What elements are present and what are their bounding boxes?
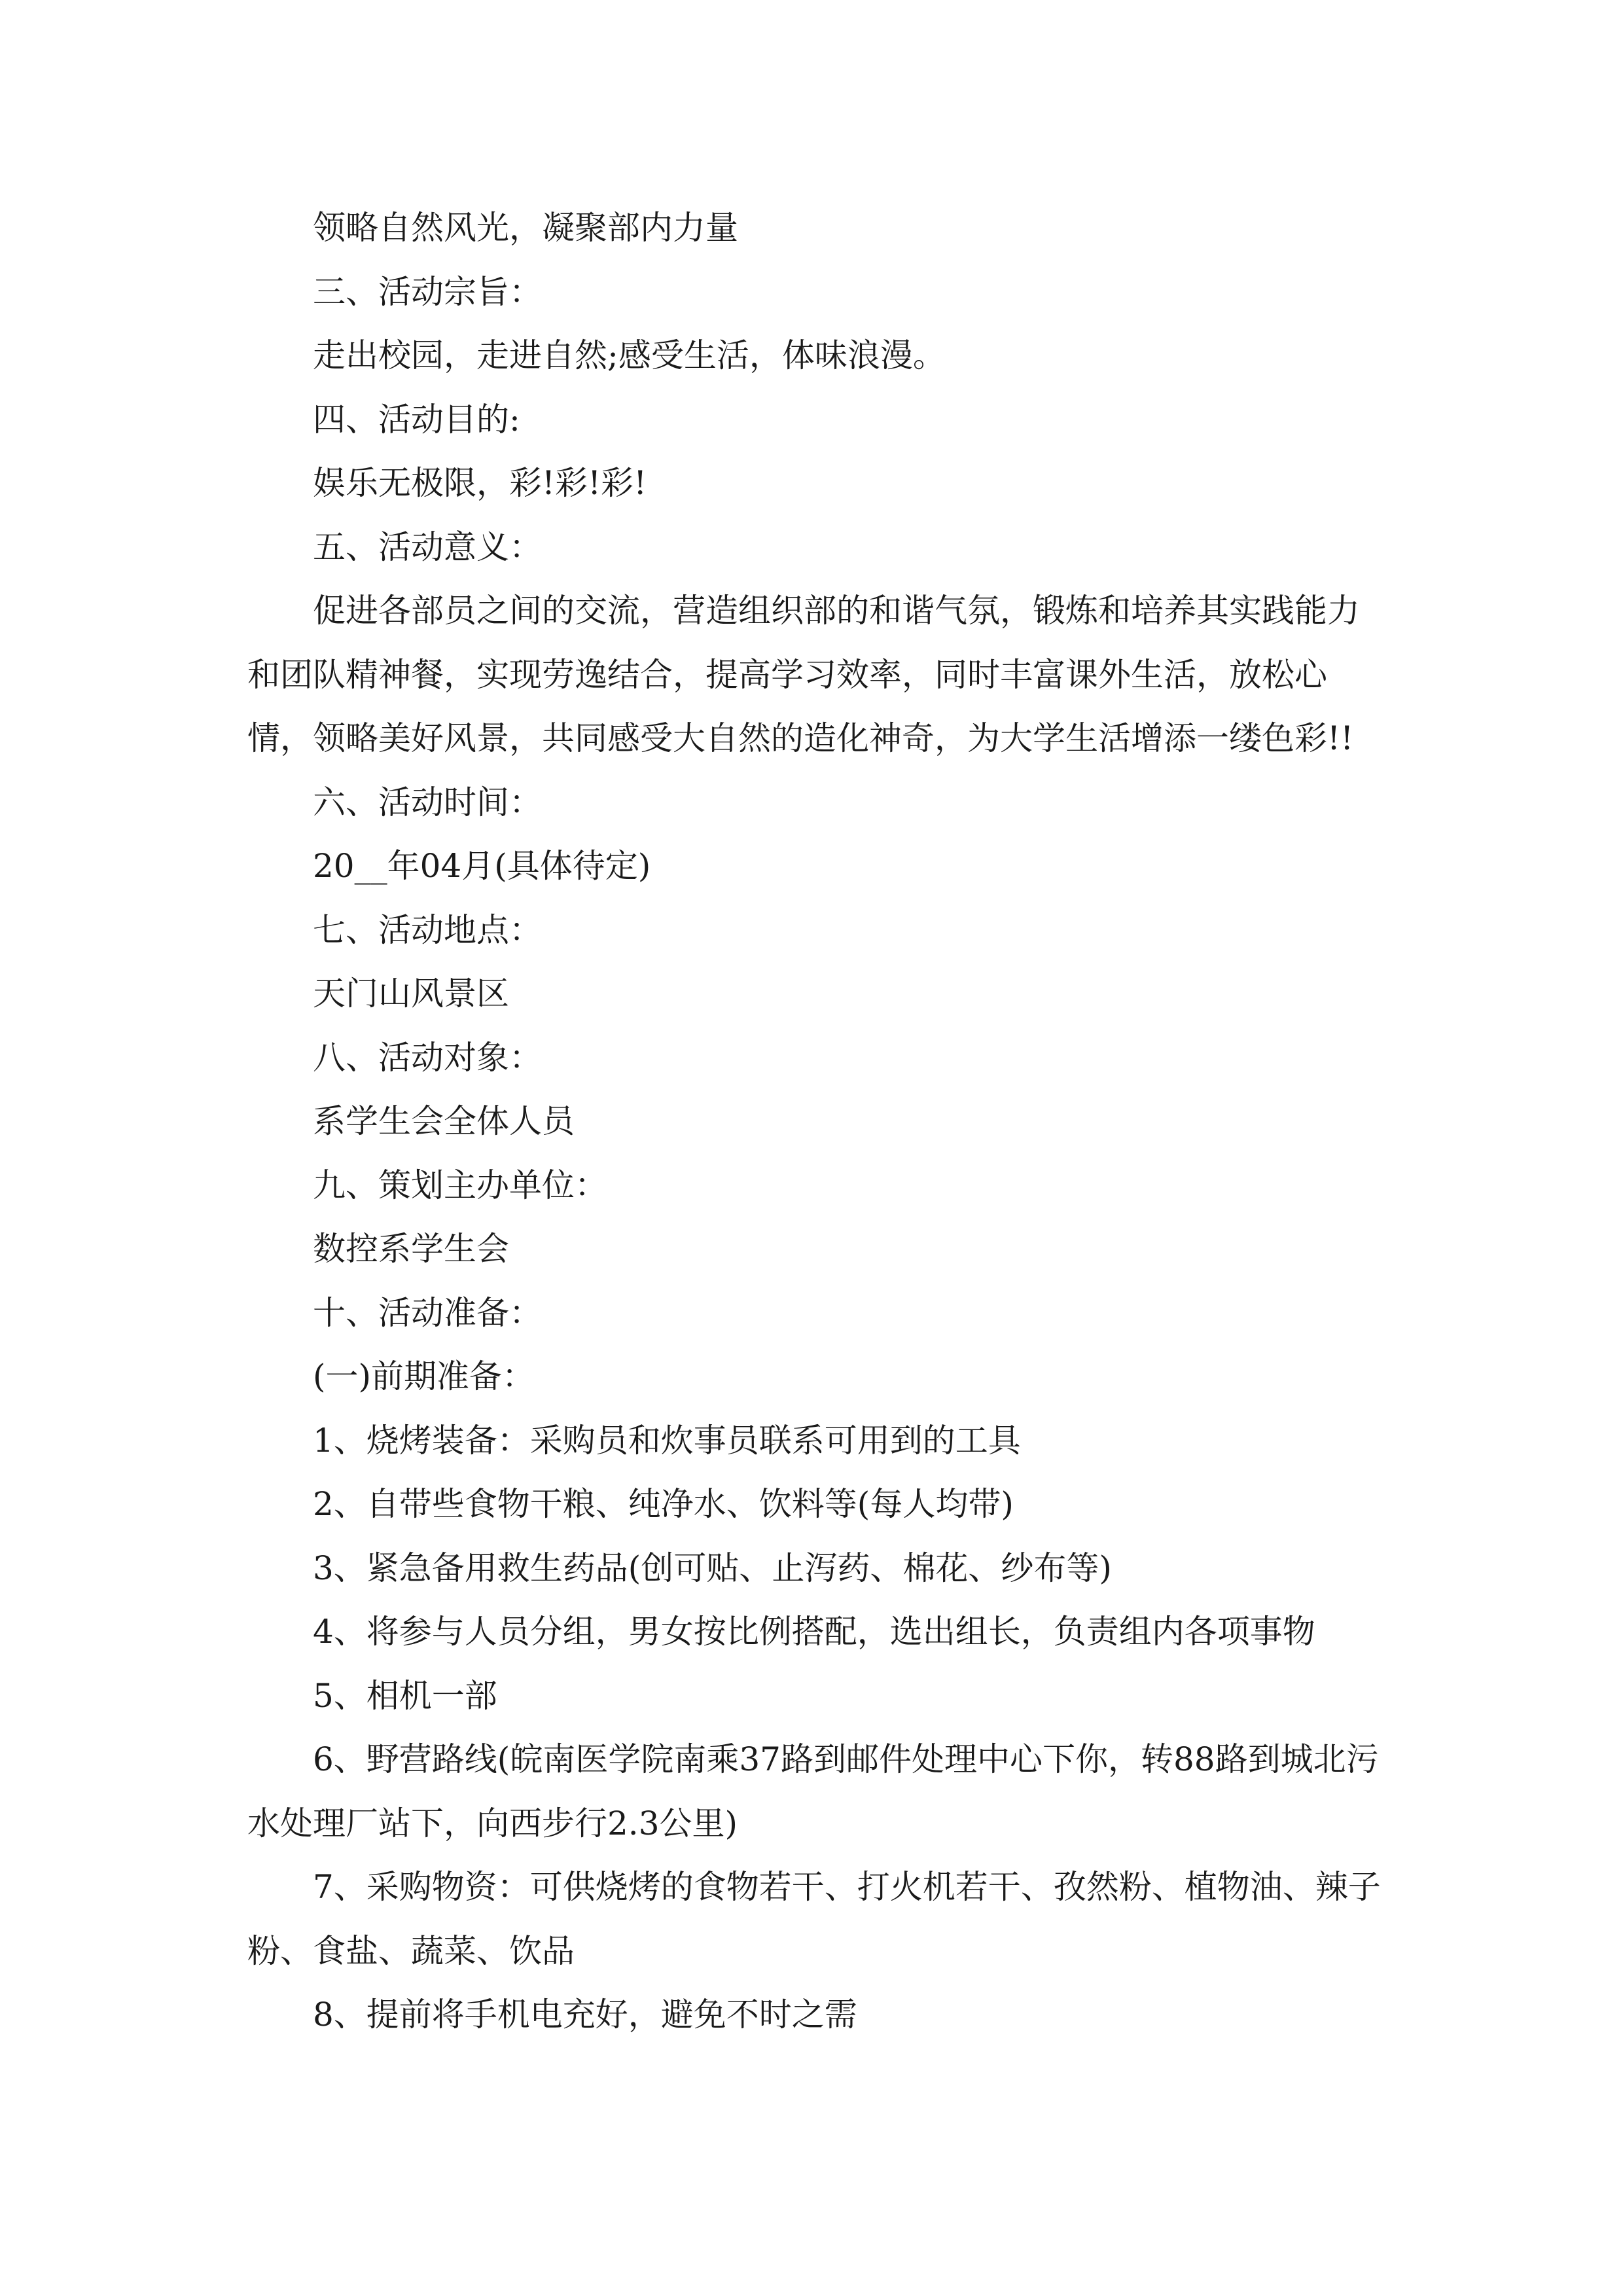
- document-body: [247, 196, 1383, 2047]
- heading-location: 七、活动地点：: [313, 910, 542, 949]
- paragraph-purpose: 走出校园，走进自然;感受生活，体味浪漫。: [313, 336, 946, 374]
- heading-time: 六、活动时间：: [313, 783, 542, 821]
- paragraph-participants: 系学生会全体人员: [313, 1102, 575, 1140]
- subheading-early-preparation: (一)前期准备：: [313, 1357, 535, 1395]
- heading-purpose: 三、活动宗旨：: [313, 272, 542, 311]
- paragraph-significance: 促进各部员之间的交流，营造组织部的和谐气氛，锻炼和培养其实践能力和团队精神餐，实现劳逸结合，提高学习效率，同时丰富课外生活，放松心情，领略美好风景，共同感受大自然的造化神奇，为大学生活增添一缕色彩!!: [247, 592, 1360, 757]
- list-item-1: 1、烧烤装备：采购员和炊事员联系可用到的工具: [313, 1421, 1021, 1460]
- paragraph-time: 20__年04月(具体待定): [313, 847, 651, 885]
- heading-preparation: 十、活动准备：: [313, 1293, 542, 1332]
- list-item-8: 8、提前将手机电充好，避免不时之需: [313, 1996, 857, 2034]
- paragraph-goal: 娱乐无极限，彩!彩!彩!: [313, 464, 647, 502]
- list-item-7: 7、采购物资：可供烧烤的食物若干、打火机若干、孜然粉、植物油、辣子粉、食盐、蔬菜、饮品: [247, 1868, 1381, 1970]
- list-item-4: 4、将参与人员分组，男女按比例搭配，选出组长，负责组内各项事物: [313, 1613, 1315, 1651]
- heading-organizer: 九、策划主办单位：: [313, 1166, 607, 1204]
- list-item-6: 6、野营路线(皖南医学院南乘37路到邮件处理中心下你，转88路到城北污水处理厂站下，向西步行2.3公里): [247, 1740, 1379, 1842]
- heading-participants: 八、活动对象：: [313, 1038, 542, 1077]
- list-item-5: 5、相机一部: [313, 1676, 497, 1715]
- paragraph-organizer: 数控系学生会: [313, 1230, 509, 1268]
- list-item-2: 2、自带些食物干粮、纯净水、饮料等(每人均带): [313, 1485, 1014, 1523]
- heading-significance: 五、活动意义：: [313, 528, 542, 566]
- heading-goal: 四、活动目的:: [313, 400, 520, 439]
- paragraph-location: 天门山风景区: [313, 975, 509, 1013]
- list-item-3: 3、紧急备用救生药品(创可贴、止泻药、棉花、纱布等): [313, 1549, 1112, 1587]
- paragraph-theme: 领略自然风光，凝聚部内力量: [313, 209, 738, 247]
